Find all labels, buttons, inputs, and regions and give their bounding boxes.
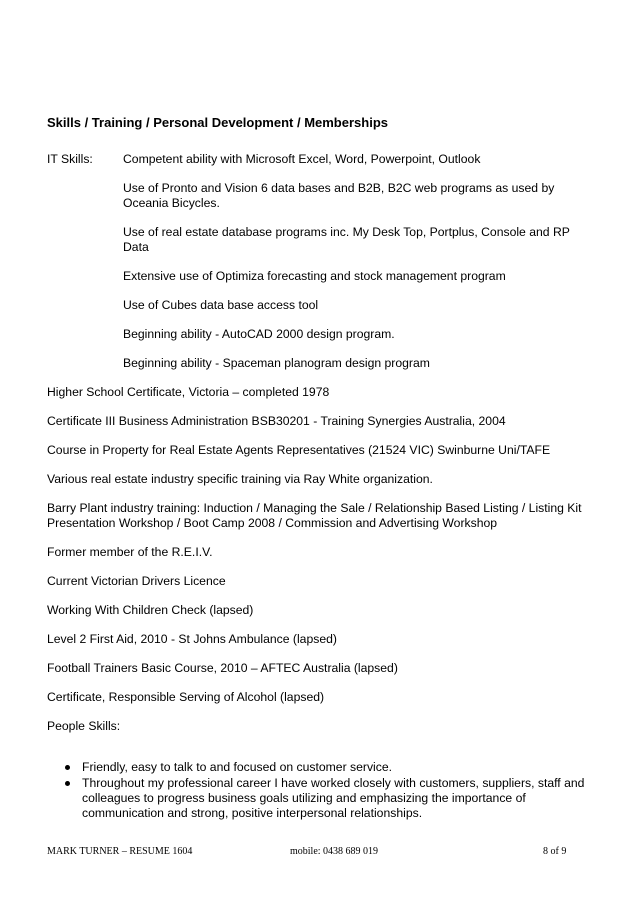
bullet-icon: [65, 781, 70, 786]
it-skill-item: Beginning ability - Spaceman planogram design program: [123, 356, 430, 370]
qualification-line: Current Victorian Drivers Licence: [47, 574, 226, 588]
qualification-line: Higher School Certificate, Victoria – completed 1978: [47, 385, 330, 399]
it-skill-item: Extensive use of Optimiza forecasting and stock management program: [123, 269, 506, 283]
qualification-line: Certificate, Responsible Serving of Alcohol (lapsed): [47, 690, 325, 704]
qualification-line: Level 2 First Aid, 2010 - St Johns Ambulance (lapsed): [47, 632, 337, 646]
qualification-line: Various real estate industry specific training via Ray White organization.: [47, 472, 433, 486]
list-item: [61, 776, 601, 821]
it-skill-item: Use of Pronto and Vision 6 data bases and B2B, B2C web programs as used by Oceania Bicycles.: [123, 181, 555, 210]
footer-mobile: mobile: 0438 689 019: [290, 846, 379, 857]
it-skill-item: Use of real estate database programs inc. My Desk Top, Portplus, Console and RP Data: [123, 225, 570, 254]
footer-page-number: 8 of 9: [543, 846, 567, 857]
it-skill-item: Beginning ability - AutoCAD 2000 design program.: [123, 327, 395, 341]
list-item: [61, 760, 601, 775]
section-heading: Skills / Training / Personal Development / Memberships: [47, 115, 388, 130]
people-skill-text: Throughout my professional career I have worked closely with customers, suppliers, staff and colleagues to progress business goals utilizing and emphasizing the importance of communication and strong, positive interpersonal relationships.: [82, 776, 585, 820]
it-skill-item: Use of Cubes data base access tool: [123, 298, 319, 312]
qualification-line: Barry Plant industry training: Induction / Managing the Sale / Relationship Based Listing / Listing Kit Presentation Workshop / Boot Camp 2008 / Commission and Advertising Workshop: [47, 501, 582, 530]
people-skills-label: People Skills:: [47, 719, 121, 733]
qualification-line: Certificate III Business Administration BSB30201 - Training Synergies Australia, 2004: [47, 414, 506, 428]
it-skill-item: Competent ability with Microsoft Excel, Word, Powerpoint, Outlook: [123, 152, 481, 166]
bullet-icon: [65, 765, 70, 770]
people-skill-text: Friendly, easy to talk to and focused on customer service.: [82, 760, 393, 774]
qualification-line: Working With Children Check (lapsed): [47, 603, 254, 617]
people-skills-list: [61, 760, 601, 821]
footer-name: MARK TURNER – RESUME 1604: [47, 846, 193, 857]
qualification-line: Course in Property for Real Estate Agents Representatives (21524 VIC) Swinburne Uni/TAFE: [47, 443, 551, 457]
it-skills-label: IT Skills:: [47, 152, 93, 166]
qualification-line: Football Trainers Basic Course, 2010 – AFTEC Australia (lapsed): [47, 661, 398, 675]
qualification-line: Former member of the R.E.I.V.: [47, 545, 213, 559]
